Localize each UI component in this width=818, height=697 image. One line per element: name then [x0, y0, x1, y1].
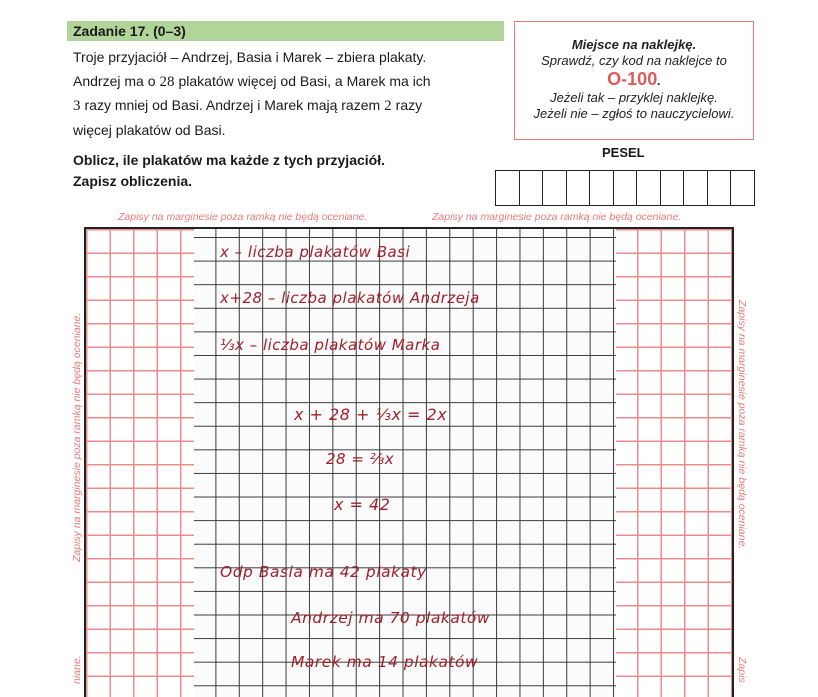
- number-28: 28: [159, 73, 175, 90]
- handwritten-equation-2: 28 = ⅔x: [326, 450, 395, 468]
- handwritten-answer-marek: Marek ma 14 plakatów: [291, 653, 479, 671]
- margin-note-right-cut: Zapis: [736, 657, 748, 683]
- margin-note-right: Zapisy na marginesie poza ramką nie będą oceniane.: [736, 300, 748, 550]
- handwritten-answer-andrzej: Andrzej ma 70 plakatów: [291, 609, 491, 627]
- pesel-digit-box[interactable]: [614, 171, 638, 205]
- number-2: 2: [384, 98, 392, 114]
- task-description: [73, 46, 503, 142]
- task-text: plakatów więcej od Basi, a Marek ma ich: [178, 72, 431, 89]
- answer-grid: [84, 227, 734, 697]
- task-line-3: [73, 94, 503, 119]
- pesel-label: PESEL: [602, 145, 645, 160]
- sticker-if-no: Jeżeli nie – zgłoś to nauczycielowi.: [533, 105, 735, 121]
- handwritten-def-andrzej: x+28 – liczba plakatów Andrzeja: [220, 289, 480, 307]
- task-line-2: [73, 70, 503, 95]
- margin-note-top-right: Zapisy na marginesie poza ramką nie będą oceniane.: [432, 211, 682, 223]
- task-text: razy mniej od Basi. Andrzej i Marek mają razem: [84, 97, 381, 113]
- handwritten-equation-1: x + 28 + ⅓x = 2x: [294, 405, 448, 424]
- pesel-digit-box[interactable]: [590, 171, 614, 205]
- handwritten-def-marek: ⅓x – liczba plakatów Marka: [220, 336, 441, 354]
- task-line-1: Troje przyjaciół – Andrzej, Basia i Marek – zbiera plakaty.: [73, 49, 427, 65]
- pesel-input[interactable]: [495, 170, 755, 206]
- task-line-4: więcej plakatów od Basi.: [73, 121, 226, 138]
- pesel-digit-box[interactable]: [661, 171, 685, 205]
- sticker-placeholder: [514, 21, 754, 140]
- sticker-code: O-100: [607, 69, 658, 89]
- task-header: Zadanie 17. (0–3): [67, 21, 504, 41]
- pesel-digit-box[interactable]: [637, 171, 661, 205]
- task-text: razy: [395, 97, 423, 113]
- margin-note-top-left: Zapisy na marginesie poza ramką nie będą oceniane.: [118, 211, 368, 223]
- pesel-digit-box[interactable]: [684, 171, 708, 205]
- pesel-digit-box[interactable]: [520, 171, 544, 205]
- instruction-line-2: Zapisz obliczenia.: [73, 173, 193, 189]
- instruction: [73, 150, 385, 192]
- sticker-title: Miejsce na naklejkę.: [571, 37, 697, 52]
- task-text: Andrzej ma o: [73, 72, 156, 89]
- pesel-digit-box[interactable]: [731, 171, 755, 205]
- handwritten-def-basia: x – liczba plakatów Basi: [220, 243, 411, 261]
- margin-grid-left: [86, 229, 194, 697]
- number-3: 3: [73, 98, 81, 114]
- pesel-digit-box[interactable]: [543, 171, 567, 205]
- pesel-digit-box[interactable]: [708, 171, 732, 205]
- instruction-line-1: Oblicz, ile plakatów ma każde z tych przyjaciół.: [73, 152, 385, 168]
- handwritten-answer-basia: Odp Basia ma 42 plakaty: [220, 563, 427, 581]
- sticker-check-text: Sprawdź, czy kod na naklejce to: [541, 52, 727, 68]
- handwritten-equation-3: x = 42: [334, 495, 391, 514]
- sticker-code-dot: .: [657, 73, 661, 88]
- sticker-if-yes: Jeżeli tak – przyklej naklejkę.: [550, 90, 718, 105]
- margin-note-left-cut: niane.: [71, 655, 83, 684]
- margin-grid-right: [614, 229, 732, 697]
- pesel-digit-box[interactable]: [496, 171, 520, 205]
- margin-note-left: Zapisy na marginesie poza ramką nie będą oceniane.: [71, 312, 83, 562]
- pesel-digit-box[interactable]: [567, 171, 591, 205]
